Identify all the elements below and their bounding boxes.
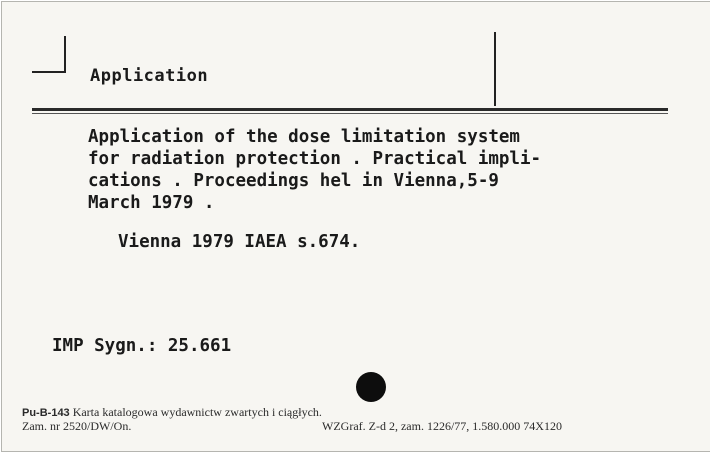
catalog-card — [1, 1, 710, 452]
header-rule-thick — [32, 108, 668, 111]
heading-divider — [494, 32, 496, 106]
footer-line-1 — [22, 405, 682, 420]
card-heading: Application — [90, 66, 209, 86]
shelf-signature: IMP Sygn.: 25.661 — [52, 336, 232, 356]
corner-mark-vertical — [64, 36, 66, 72]
footer-line-2 — [22, 419, 682, 434]
form-description: Karta katalogowa wydawnictw zwartych i ciągłych. — [72, 405, 322, 419]
order-number: Zam. nr 2520/DW/On. — [22, 419, 132, 433]
punch-hole — [356, 372, 386, 402]
imprint-line: Vienna 1979 IAEA s.674. — [118, 232, 361, 252]
entry-line: Application of the dose limitation system — [88, 127, 520, 147]
entry-line: cations . Proceedings hel in Vienna,5-9 — [88, 171, 499, 191]
printer-info: WZGraf. Z-d 2, zam. 1226/77, 1.580.000 74X120 — [322, 419, 562, 433]
header-rule-thin — [32, 113, 668, 114]
entry-line: for radiation protection . Practical impli- — [88, 149, 542, 169]
form-code: Pu-B-143 — [22, 407, 70, 419]
corner-mark-horizontal — [32, 71, 66, 73]
bibliographic-entry — [88, 126, 678, 214]
entry-line: March 1979 . — [88, 193, 215, 213]
